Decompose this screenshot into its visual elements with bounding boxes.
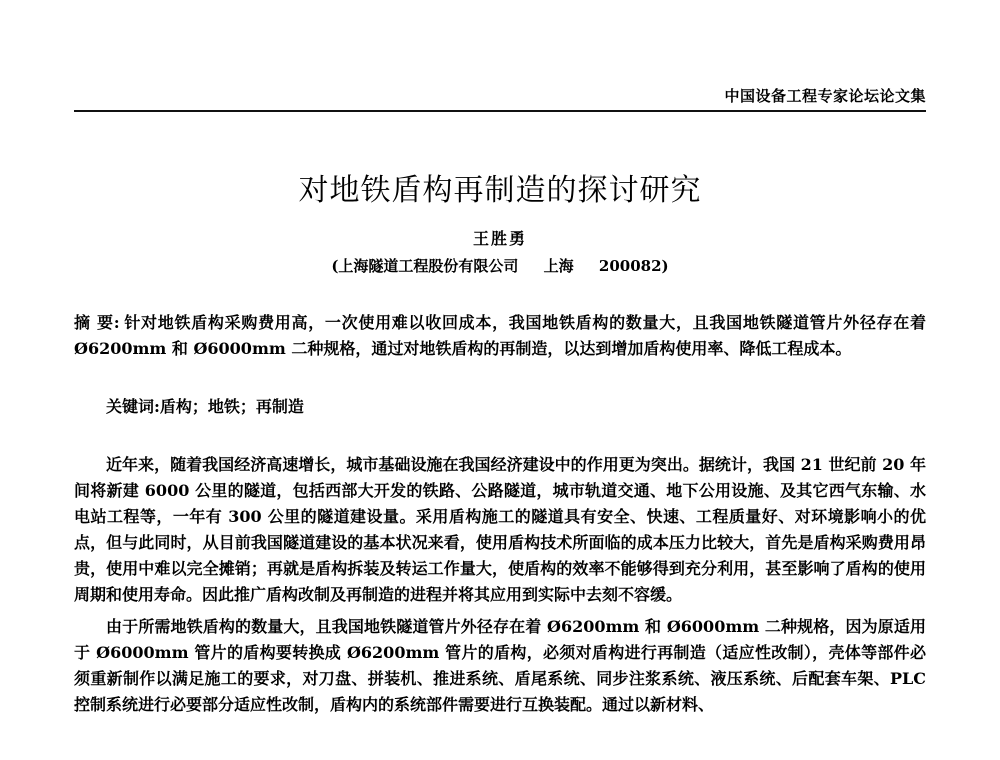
- author-name: 王胜勇: [472, 229, 527, 248]
- affiliation: [0, 255, 1000, 276]
- affiliation-city: 上海: [543, 257, 574, 275]
- running-header: 中国设备工程专家论坛论文集: [724, 87, 926, 105]
- abstract-text: 针对地铁盾构采购费用高，一次使用难以收回成本，我国地铁盾构的数量大，且我国地铁隧道管片外径存在着 Ø6200mm 和 Ø6000mm 二种规格，通过对地铁盾构的再制造，以达到增加盾构使用率、降低工程成本。: [74, 313, 926, 358]
- affiliation-org: (上海隧道工程股份有限公司: [331, 257, 519, 275]
- header-rule: [74, 110, 926, 112]
- abstract-label: 摘 要:: [74, 313, 120, 332]
- body-paragraph: 由于所需地铁盾构的数量大，且我国地铁隧道管片外径存在着 Ø6200mm 和 Ø6000mm 二种规格，因为原适用于 Ø6000mm 管片的盾构要转换成 Ø6200mm 管片的盾构，必须对盾构进行再制造（适应性改制），壳体等部件必须重新制作以满足施工的要求，对刀盘、拼装机、推进系统、盾尾系统、同步注浆系统、液压系统、后配套车架、PLC 控制系统进行必要部分适应性改制，盾构内的系统部件需要进行互换装配。通过以新材料、: [74, 617, 926, 714]
- abstract: [74, 310, 926, 362]
- keywords-text: 盾构；地铁；再制造: [159, 397, 304, 416]
- body-paragraph: 近年来，随着我国经济高速增长，城市基础设施在我国经济建设中的作用更为突出。据统计，我国 21 世纪前 20 年间将新建 6000 公里的隧道，包括西部大开发的铁路、公路隧道，城市轨道交通、地下公用设施、及其它西气东输、水电站工程等，一年有 300 公里的隧道建设量。采用盾构施工的隧道具有安全、快速、工程质量好、对环境影响小的优点，但与此同时，从目前我国隧道建设的基本状况来看，使用盾构技术所面临的成本压力比较大，首先是盾构采购费用昂贵，使用中难以完全摊销；再就是盾构拆装及转运工作量大，使盾构的效率不能够得到充分利用，甚至影响了盾构的使用周期和使用寿命。因此推广盾构改制及再制造的进程并将其应用到实际中去刻不容缓。: [74, 455, 926, 604]
- paper-title: 对地铁盾构再制造的探讨研究: [298, 173, 702, 209]
- keywords-label: 关键词:: [106, 397, 160, 416]
- keywords: [106, 394, 304, 420]
- affiliation-postcode: 200082): [598, 257, 669, 275]
- main-body: [74, 452, 926, 724]
